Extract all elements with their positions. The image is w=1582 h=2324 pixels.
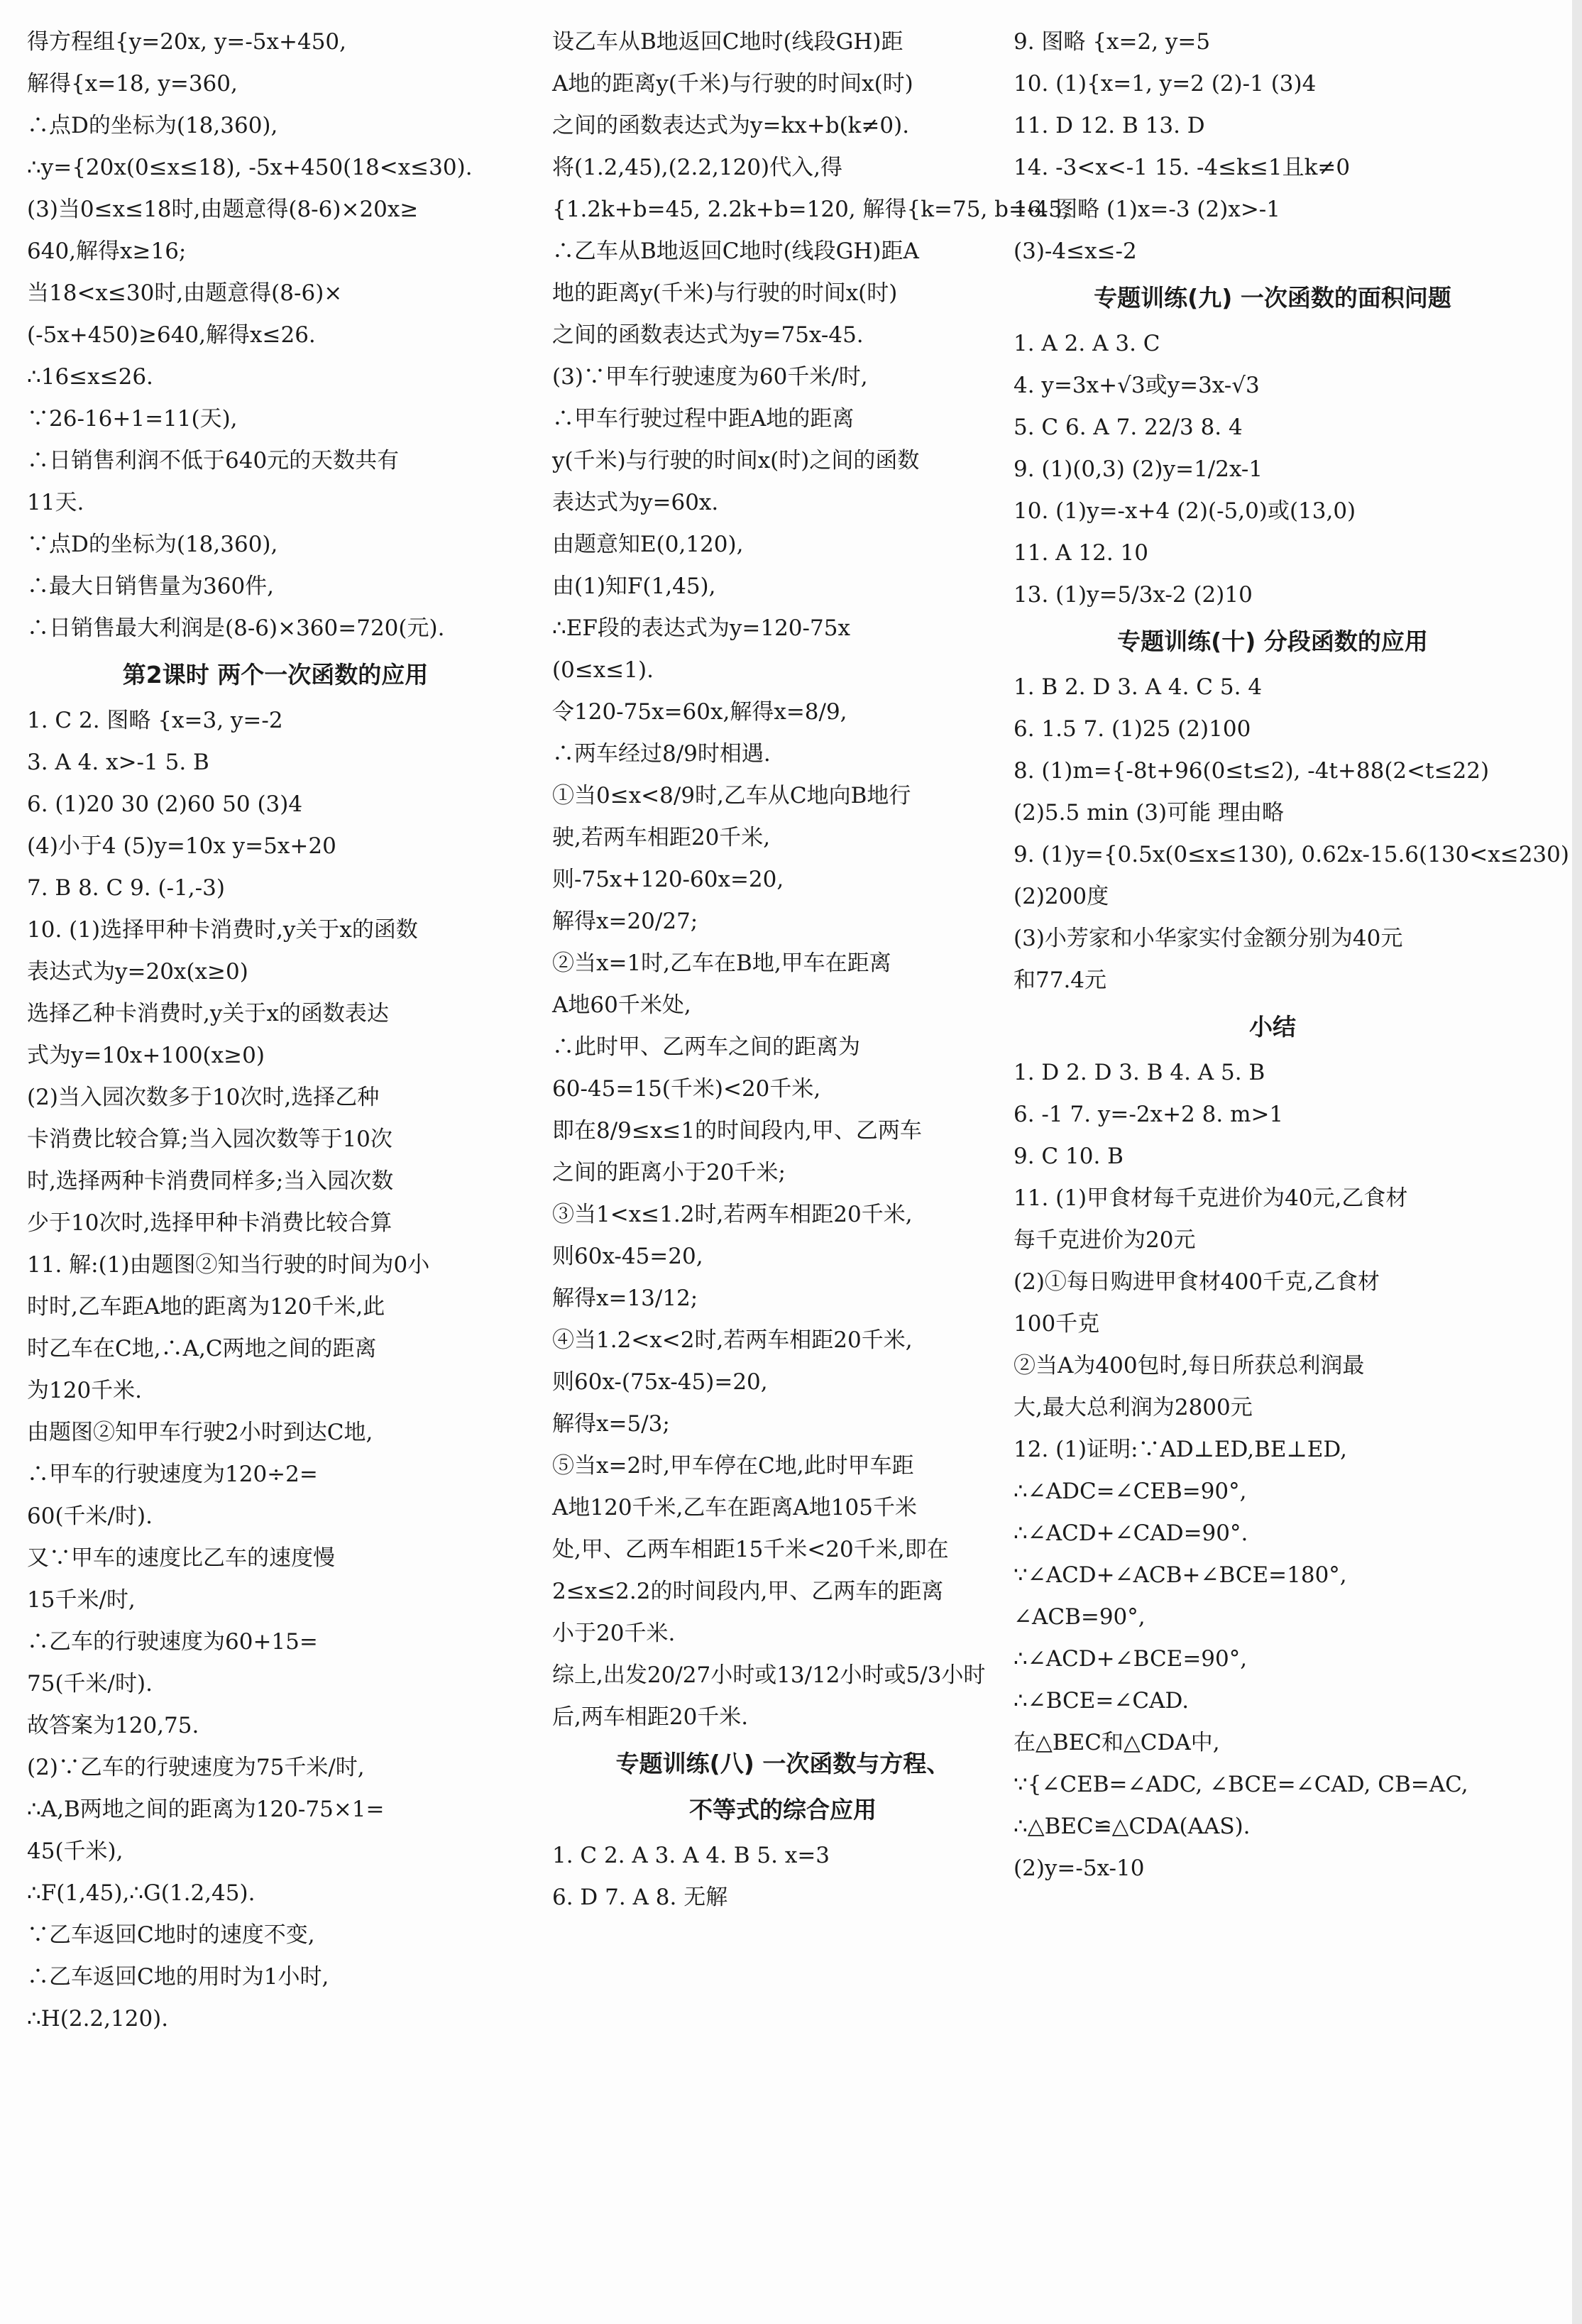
text-line: 每千克进价为20元 <box>1014 1227 1196 1253</box>
text-line: 12. (1)证明:∵AD⊥ED,BE⊥ED, <box>1014 1437 1347 1462</box>
text-line: (3)当0≤x≤18时,由题意得(8-6)×20x≥ <box>27 197 419 222</box>
text-line: ②当x=1时,乙车在B地,甲车在距离 <box>552 950 891 976</box>
text-line: 由(1)知F(1,45), <box>552 574 716 599</box>
text-line: ⑤当x=2时,甲车停在C地,此时甲车距 <box>552 1453 914 1479</box>
text-line: ∴∠ADC=∠CEB=90°, <box>1014 1479 1247 1504</box>
text-line: 时,选择两种卡消费同样多;当入园次数 <box>27 1168 394 1194</box>
section-heading: 专题训练(九) 一次函数的面积问题 <box>1094 284 1451 312</box>
text-line: 5. C 6. A 7. 22/3 8. 4 <box>1014 415 1243 440</box>
section-heading: 专题训练(十) 分段函数的应用 <box>1117 627 1428 655</box>
section-heading: 小结 <box>1249 1013 1296 1041</box>
text-line: 小于20千米. <box>552 1621 676 1646</box>
text-line: A地的距离y(千米)与行驶的时间x(时) <box>552 71 913 97</box>
text-line: 为120千米. <box>27 1378 143 1403</box>
text-line: 75(千米/时). <box>27 1671 153 1697</box>
text-line: 11. D 12. B 13. D <box>1014 113 1205 138</box>
text-line: 14. -3<x<-1 15. -4≤k≤1且k≠0 <box>1014 155 1351 180</box>
text-line: 10. (1)y=-x+4 (2)(-5,0)或(13,0) <box>1014 498 1356 524</box>
text-line: 综上,出发20/27小时或13/12小时或5/3小时 <box>552 1662 986 1688</box>
text-line: ③当1<x≤1.2时,若两车相距20千米, <box>552 1202 913 1227</box>
text-line: 11. 解:(1)由题图②知当行驶的时间为0小 <box>27 1252 430 1278</box>
text-line: (3)∵甲车行驶速度为60千米/时, <box>552 364 868 390</box>
text-line: 10. (1){x=1, y=2 (2)-1 (3)4 <box>1014 71 1317 97</box>
text-line: 由题意知E(0,120), <box>552 532 744 557</box>
text-line: (3)-4≤x≤-2 <box>1014 239 1137 264</box>
text-line: 1. B 2. D 3. A 4. C 5. 4 <box>1014 674 1263 700</box>
text-line: (3)小芳家和小华家实付金额分别为40元 <box>1014 926 1403 951</box>
text-line: A地60千米处, <box>552 992 691 1018</box>
text-line: 9. 图略 {x=2, y=5 <box>1014 29 1211 55</box>
text-line: ∴两车经过8/9时相遇. <box>552 741 771 767</box>
text-line: 将(1.2,45),(2.2,120)代入,得 <box>552 155 843 180</box>
text-line: (0≤x≤1). <box>552 657 654 683</box>
text-line: 6. -1 7. y=-2x+2 8. m>1 <box>1014 1102 1284 1127</box>
text-line: (2)①每日购进甲食材400千克,乙食材 <box>1014 1269 1380 1295</box>
text-line: (2)∵乙车的行驶速度为75千米/时, <box>27 1755 365 1780</box>
text-line: 1. A 2. A 3. C <box>1014 331 1160 356</box>
text-line: ∴EF段的表达式为y=120-75x <box>552 615 850 641</box>
text-line: 2≤x≤2.2的时间段内,甲、乙两车的距离 <box>552 1579 944 1604</box>
text-line: 9. C 10. B <box>1014 1144 1124 1169</box>
text-line: (-5x+450)≥640,解得x≤26. <box>27 322 316 348</box>
text-line: 1. C 2. 图略 {x=3, y=-2 <box>27 708 283 733</box>
text-line: 3. A 4. x>-1 5. B <box>27 750 209 775</box>
text-line: ∴∠ACD+∠CAD=90°. <box>1014 1520 1248 1546</box>
text-line: ∴∠BCE=∠CAD. <box>1014 1688 1190 1714</box>
text-line: 式为y=10x+100(x≥0) <box>27 1043 265 1068</box>
text-line: ∴y={20x(0≤x≤18), -5x+450(18<x≤30). <box>27 155 473 180</box>
text-line: 11天. <box>27 490 84 515</box>
text-line: y(千米)与行驶的时间x(时)之间的函数 <box>552 448 920 473</box>
text-line: ∴甲车的行驶速度为120÷2= <box>27 1462 318 1487</box>
text-line: 后,两车相距20千米. <box>552 1704 749 1730</box>
text-line: 100千克 <box>1014 1311 1100 1337</box>
text-line: 之间的距离小于20千米; <box>552 1160 786 1185</box>
text-line: ∴乙车从B地返回C地时(线段GH)距A <box>552 239 919 264</box>
text-line: 和77.4元 <box>1014 968 1107 993</box>
text-line: {1.2k+b=45, 2.2k+b=120, 解得{k=75, b=-45, <box>552 197 1070 222</box>
text-line: ∴F(1,45),∴G(1.2,45). <box>27 1880 256 1906</box>
text-line: 60(千米/时). <box>27 1503 153 1529</box>
text-line: 处,甲、乙两车相距15千米<20千米,即在 <box>552 1537 949 1562</box>
text-line: 当18<x≤30时,由题意得(8-6)× <box>27 280 343 306</box>
text-line: ∴最大日销售量为360件, <box>27 574 275 599</box>
text-line: 640,解得x≥16; <box>27 239 187 264</box>
text-line: 时乙车在C地,∴A,C两地之间的距离 <box>27 1336 377 1361</box>
text-line: 大,最大总利润为2800元 <box>1014 1395 1253 1420</box>
text-line: ∴H(2.2,120). <box>27 2006 169 2032</box>
text-line: 则60x-45=20, <box>552 1244 703 1269</box>
text-line: 卡消费比较合算;当入园次数等于10次 <box>27 1127 392 1152</box>
text-line: 则-75x+120-60x=20, <box>552 867 784 892</box>
text-line: 4. y=3x+√3或y=3x-√3 <box>1014 373 1260 398</box>
text-line: 之间的函数表达式为y=kx+b(k≠0). <box>552 113 910 138</box>
text-line: ∴日销售利润不低于640元的天数共有 <box>27 448 400 473</box>
text-line: 故答案为120,75. <box>27 1713 199 1738</box>
text-line: 时时,乙车距A地的距离为120千米,此 <box>27 1294 385 1320</box>
text-line: 15千米/时, <box>27 1587 136 1613</box>
text-line: ∴乙车返回C地的用时为1小时, <box>27 1964 329 1990</box>
text-line: ∴16≤x≤26. <box>27 364 153 390</box>
text-line: ∵∠ACD+∠ACB+∠BCE=180°, <box>1014 1562 1347 1588</box>
text-line: ∴此时甲、乙两车之间的距离为 <box>552 1034 860 1060</box>
text-line: 11. (1)甲食材每千克进价为40元,乙食材 <box>1014 1185 1408 1211</box>
text-line: 6. 1.5 7. (1)25 (2)100 <box>1014 716 1251 742</box>
text-line: 则60x-(75x-45)=20, <box>552 1369 768 1395</box>
text-line: 16. 图略 (1)x=-3 (2)x>-1 <box>1014 197 1280 222</box>
text-line: ④当1.2<x<2时,若两车相距20千米, <box>552 1327 913 1353</box>
text-line: 8. (1)m={-8t+96(0≤t≤2), -4t+88(2<t≤22) <box>1014 758 1490 784</box>
text-line: 令120-75x=60x,解得x=8/9, <box>552 699 847 725</box>
text-line: 得方程组{y=20x, y=-5x+450, <box>27 29 347 55</box>
text-line: (2)200度 <box>1014 884 1109 909</box>
text-line: 选择乙种卡消费时,y关于x的函数表达 <box>27 1001 389 1026</box>
text-line: 在△BEC和△CDA中, <box>1014 1730 1220 1755</box>
text-line: 解得x=20/27; <box>552 909 698 934</box>
text-line: 60-45=15(千米)<20千米, <box>552 1076 821 1102</box>
text-line: 9. (1)(0,3) (2)y=1/2x-1 <box>1014 456 1263 482</box>
text-line: 10. (1)选择甲种卡消费时,y关于x的函数 <box>27 917 418 943</box>
text-line: 6. D 7. A 8. 无解 <box>552 1885 728 1910</box>
section-heading: 第2课时 两个一次函数的应用 <box>122 661 429 689</box>
text-line: ∴A,B两地之间的距离为120-75×1= <box>27 1797 385 1822</box>
text-line: 少于10次时,选择甲种卡消费比较合算 <box>27 1210 392 1236</box>
text-line: ∴甲车行驶过程中距A地的距离 <box>552 406 855 432</box>
text-line: 设乙车从B地返回C地时(线段GH)距 <box>552 29 903 55</box>
text-line: 45(千米), <box>27 1838 123 1864</box>
text-line: 解得x=13/12; <box>552 1286 698 1311</box>
text-line: 解得x=5/3; <box>552 1411 670 1437</box>
text-line: ∴∠ACD+∠BCE=90°, <box>1014 1646 1248 1672</box>
text-line: 地的距离y(千米)与行驶的时间x(时) <box>552 280 898 306</box>
text-line: ∴△BEC≌△CDA(AAS). <box>1014 1814 1251 1839</box>
text-line: ∵乙车返回C地时的速度不变, <box>27 1922 315 1948</box>
text-line: 驶,若两车相距20千米, <box>552 825 771 850</box>
text-line: 又∵甲车的速度比乙车的速度慢 <box>27 1545 335 1571</box>
text-line: ∵{∠CEB=∠ADC, ∠BCE=∠CAD, CB=AC, <box>1014 1772 1468 1797</box>
text-line: 9. (1)y={0.5x(0≤x≤130), 0.62x-15.6(130<x≤230) <box>1014 842 1569 867</box>
text-line: 13. (1)y=5/3x-2 (2)10 <box>1014 582 1253 608</box>
text-line: ①当0≤x<8/9时,乙车从C地向B地行 <box>552 783 911 809</box>
text-line: (2)当入园次数多于10次时,选择乙种 <box>27 1085 380 1110</box>
text-line: (4)小于4 (5)y=10x y=5x+20 <box>27 833 336 859</box>
text-line: ∠ACB=90°, <box>1014 1604 1146 1630</box>
text-line: ∴乙车的行驶速度为60+15= <box>27 1629 318 1655</box>
text-line: ∵26-16+1=11(天), <box>27 406 238 432</box>
text-line: 11. A 12. 10 <box>1014 540 1148 566</box>
answer-column-3 <box>1014 21 1569 1890</box>
text-line: 之间的函数表达式为y=75x-45. <box>552 322 864 348</box>
text-line: 1. C 2. A 3. A 4. B 5. x=3 <box>552 1843 830 1868</box>
text-line: 1. D 2. D 3. B 4. A 5. B <box>1014 1060 1265 1085</box>
page-edge <box>1572 0 1582 2324</box>
text-line: 即在8/9≤x≤1的时间段内,甲、乙两车 <box>552 1118 922 1144</box>
text-line: A地120千米,乙车在距离A地105千米 <box>552 1495 917 1520</box>
section-heading: 专题训练(八) 一次函数与方程、 <box>615 1750 950 1777</box>
text-line: 表达式为y=20x(x≥0) <box>27 959 248 985</box>
text-line: 解得{x=18, y=360, <box>27 71 238 97</box>
text-line: ②当A为400包时,每日所获总利润最 <box>1014 1353 1365 1378</box>
section-heading: 不等式的综合应用 <box>689 1796 877 1824</box>
text-line: 6. (1)20 30 (2)60 50 (3)4 <box>27 791 303 817</box>
text-line: 由题图②知甲车行驶2小时到达C地, <box>27 1420 373 1445</box>
text-line: 7. B 8. C 9. (-1,-3) <box>27 875 225 901</box>
text-line: ∴点D的坐标为(18,360), <box>27 113 278 138</box>
answer-column-1 <box>27 21 524 2040</box>
text-line: ∴日销售最大利润是(8-6)×360=720(元). <box>27 615 445 641</box>
text-line: (2)5.5 min (3)可能 理由略 <box>1014 800 1284 826</box>
text-line: (2)y=-5x-10 <box>1014 1856 1145 1881</box>
text-line: ∵点D的坐标为(18,360), <box>27 532 278 557</box>
text-line: 表达式为y=60x. <box>552 490 719 515</box>
